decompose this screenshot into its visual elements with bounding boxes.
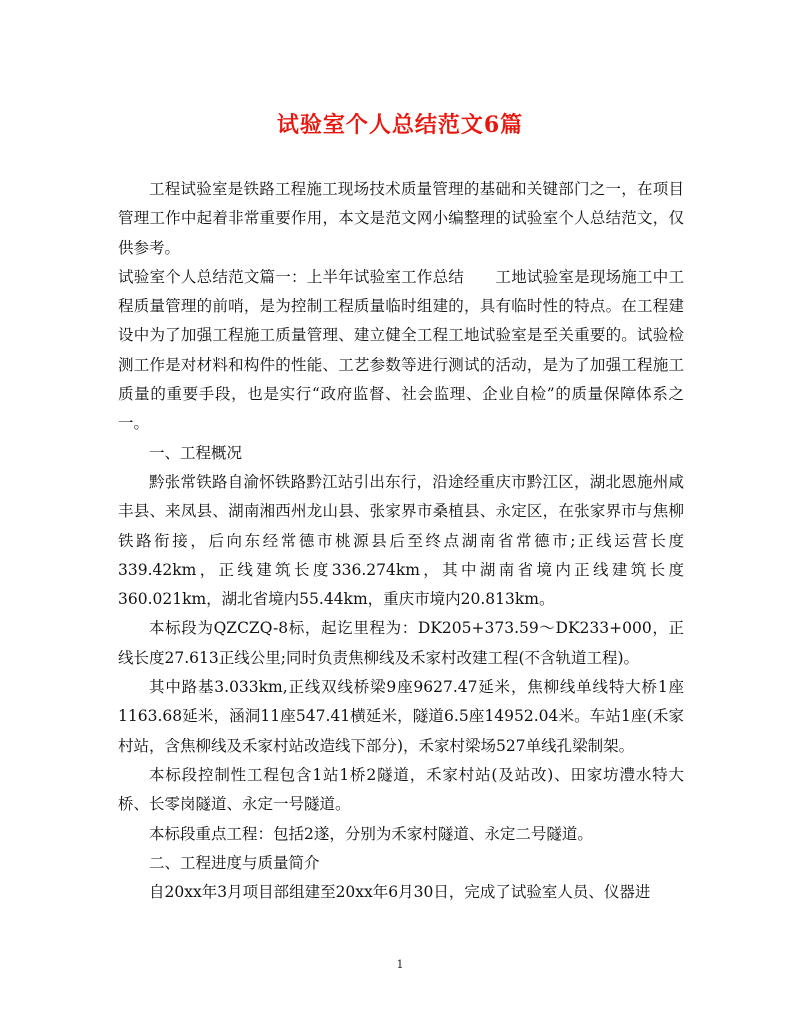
section-heading-progress: 二、工程进度与质量简介 bbox=[149, 853, 320, 872]
document-body bbox=[118, 175, 684, 907]
page-number: 1 bbox=[396, 958, 404, 971]
paragraph-article-one: 试验室个人总结范文篇一：上半年试验室工作总结 工地试验室是现场施工中工程质量管理的前哨，是为控制工程质量临时组建的，具有临时性的特点。在工程建设中为了加强工程施工质量管理、建立健全工程工地试验室是至关重要的。试验检测工作是对材料和构件的性能、工艺参数等进行测试的活动，是为了加强工程施工质量的重要手段，也是实行“政府监督、社会监理、企业自检”的质量保障体系之一。 bbox=[118, 267, 684, 433]
paragraph-quantities: 其中路基3.033km,正线双线桥梁9座9627.47延米，焦柳线单线特大桥1座1163.68延米，涵洞11座547.41横延米，隧道6.5座14952.04米。车站1座(禾家村站，含焦柳线及禾家村站改造线下部分)，禾家村梁场527单线孔梁制架。 bbox=[118, 678, 684, 755]
paragraph-key-works: 本标段重点工程：包括2遂，分别为禾家村隧道、永定二号隧道。 bbox=[149, 824, 593, 843]
paragraph-route: 黔张常铁路自渝怀铁路黔江站引出东行，沿途经重庆市黔江区，湖北恩施州咸丰县、来凤县、湖南湘西州龙山县、张家界市桑植县、永定区，在张家界市与焦柳铁路衔接，后向东经常德市桃源县后至终点湖南省常德市;正线运营长度339.42km，正线建筑长度336.274km，其中湖南省境内正线建筑长度360.021km，湖北省境内55.44km，重庆市境内20.813km。 bbox=[118, 472, 684, 609]
paragraph-control-works: 本标段控制性工程包含1站1桥2隧道，禾家村站(及站改)、田家坊澧水特大桥、长零岗隧道、永定一号隧道。 bbox=[118, 765, 684, 814]
paragraph-section-scope: 本标段为QZCZQ-8标，起讫里程为：DK205+373.59～DK233+000，正线长度27.613正线公里;同时负责焦柳线及禾家村改建工程(不含轨道工程)。 bbox=[118, 619, 684, 667]
section-heading-overview: 一、工程概况 bbox=[149, 443, 243, 462]
document-title: 试验室个人总结范文6篇 bbox=[276, 112, 524, 138]
paragraph-progress: 自20xx年3月项目部组建至20xx年6月30日，完成了试验室人员、仪器进 bbox=[149, 883, 651, 902]
paragraph-intro: 工程试验室是铁路工程施工现场技术质量管理的基础和关键部门之一，在项目管理工作中起着非常重要作用，本文是范文网小编整理的试验室个人总结范文，仅供参考。 bbox=[118, 180, 684, 257]
